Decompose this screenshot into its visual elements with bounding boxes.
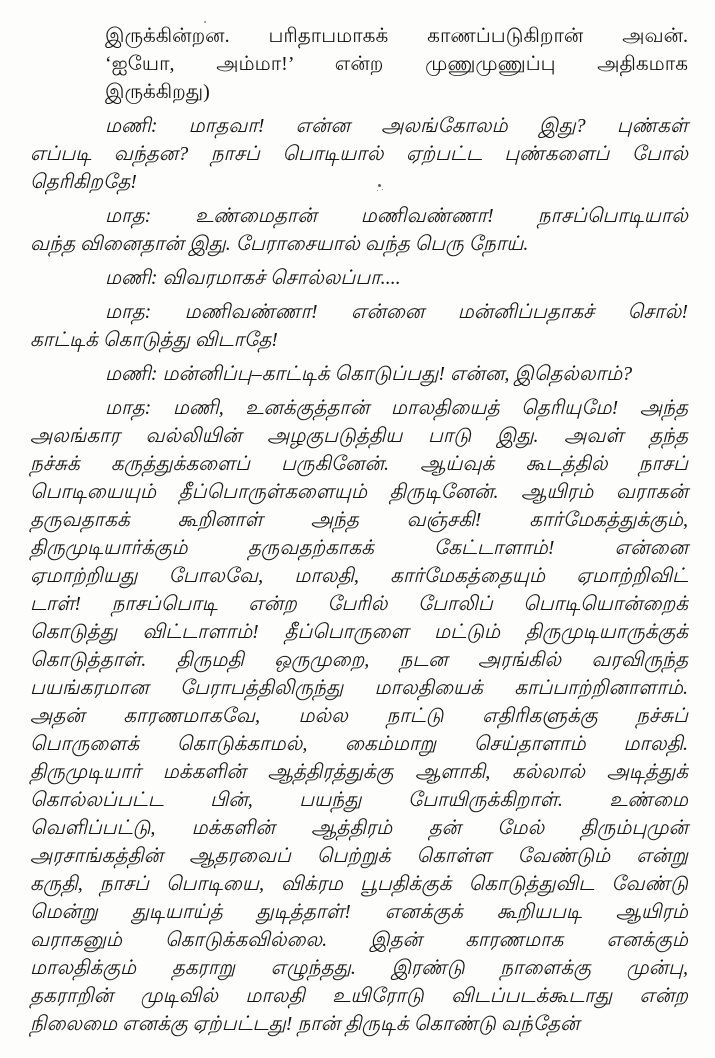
text-line: கொல்லப்பட்ட பின், பயந்து போயிருக்கிறாள். உண்மை xyxy=(30,789,688,811)
text-line: மாத: மணிவண்ணா! என்னை மன்னிப்பதாகச் சொல்! xyxy=(105,301,688,323)
text-line: திருமுடியார்க்கும் தருவதற்காகக் கேட்டாளாம்! என்னை xyxy=(30,537,688,559)
text-block xyxy=(30,22,688,1044)
text-line: மாத: உண்மைதான் மணிவண்ணா! நாசப்பொடியால் xyxy=(105,205,688,227)
dialogue-paragraph xyxy=(30,264,688,292)
dialogue-paragraph xyxy=(30,202,688,258)
text-line: மணி: மன்னிப்பு–காட்டிக் கொடுப்பது! என்ன, இதெல்லாம்? xyxy=(105,363,633,385)
text-line: கருதி, நாசப் பொடியை, விக்ரம பூபதிக்குக் கொடுத்துவிட வேண்டு xyxy=(30,873,688,895)
text-line: திருமுடியார் மக்களின் ஆத்திரத்துக்கு ஆளாகி, கல்லால் அடித்துக் xyxy=(30,761,688,783)
text-line: பொடியையும் தீப்பொருள்களையும் திருடினேன். ஆயிரம் வராகன் xyxy=(30,481,688,503)
dialogue-paragraph xyxy=(30,360,688,388)
text-line: அலங்கார வல்லியின் அழகுபடுத்திய பாடு இது. அவள் தந்த xyxy=(30,425,688,447)
text-line: அதன் காரணமாகவே, மல்ல நாட்டு எதிரிகளுக்கு நச்சுப் xyxy=(30,705,688,727)
text-line: மணி: மாதவா! என்ன அலங்கோலம் இது? புண்கள் xyxy=(105,115,688,137)
text-line: நிலைமை எனக்கு ஏற்பட்டது! நான் திருடிக் கொண்டு வந்தேன் xyxy=(30,1013,580,1035)
dialogue-paragraph xyxy=(30,112,688,196)
text-line: காட்டிக் கொடுத்து விடாதே! xyxy=(30,329,278,351)
text-line: வந்த வினைதான் இது. பேராசையால் வந்த பெரு நோய். xyxy=(30,233,529,255)
text-line: தருவதாகக் கூறினாள் அந்த வஞ்சகி! கார்மேகத்துக்கும், xyxy=(30,509,688,531)
text-line: பொருளைக் கொடுக்காமல், கைம்மாறு செய்தாளாம் மாலதி. xyxy=(30,733,688,755)
text-line: மணி: விவரமாகச் சொல்லப்பா.... xyxy=(105,267,401,289)
text-line: இருக்கிறது) xyxy=(105,81,210,103)
text-line: ‘ஐயோ, அம்மா!’ என்ற முணுமுணுப்பு அதிகமாக xyxy=(105,53,688,75)
text-line: தகராறின் முடிவில் மாலதி உயிரோடு விடப்படக்கூடாது என்ற xyxy=(30,985,688,1007)
text-line: மென்று துடியாய்த் துடித்தாள்! எனக்குக் கூறியபடி ஆயிரம் xyxy=(30,901,688,923)
text-line: மாத: மணி, உனக்குத்தான் மாலதியைத் தெரியுமே! அந்த xyxy=(105,397,688,419)
text-line: நச்சுக் கருத்துக்களைப் பருகினேன். ஆய்வுக் கூடத்தில் நாசப் xyxy=(30,453,688,475)
text-line: இருக்கின்றன. பரிதாபமாகக் காணப்படுகிறான் அவன். xyxy=(105,25,688,47)
dialogue-paragraph xyxy=(30,394,688,1038)
print-smudge xyxy=(204,21,206,23)
text-line: டாள்! நாசப்பொடி என்ற பேரில் போலிப் பொடியொன்றைக் xyxy=(30,593,688,615)
text-line: ஏமாற்றியது போலவே, மாலதி, கார்மேகத்தையும் ஏமாற்றிவிட் xyxy=(30,565,688,587)
text-line: தெரிகிறதே! xyxy=(30,171,137,193)
text-line: அரசாங்கத்தின் ஆதரவைப் பெற்றுக் கொள்ள வேண்டும் என்று xyxy=(30,845,688,867)
text-line: கொடுத்தாள். திருமதி ஒருமுறை, நடன அரங்கில் வரவிருந்த xyxy=(30,649,688,671)
stage-direction-paragraph xyxy=(105,22,688,106)
text-line: பயங்கரமான பேராபத்திலிருந்து மாலதியைக் காப்பாற்றினாளாம். xyxy=(30,677,688,699)
print-smudge xyxy=(378,184,381,187)
text-line: மாலதிக்கும் தகராறு எழுந்தது. இரண்டு நாளைக்கு முன்பு, xyxy=(30,957,688,979)
text-line: வெளிப்பட்டு, மக்களின் ஆத்திரம் தன் மேல் திரும்புமுன் xyxy=(30,817,688,839)
text-line: வராகனும் கொடுக்கவில்லை. இதன் காரணமாக எனக்கும் xyxy=(30,929,688,951)
dialogue-paragraph xyxy=(30,298,688,354)
text-line: எப்படி வந்தன? நாசப் பொடியால் ஏற்பட்ட புண்களைப் போல் xyxy=(30,143,688,165)
text-line: கொடுத்து விட்டாளாம்! தீப்பொருளை மட்டும் திருமுடியாருக்குக் xyxy=(30,621,688,643)
